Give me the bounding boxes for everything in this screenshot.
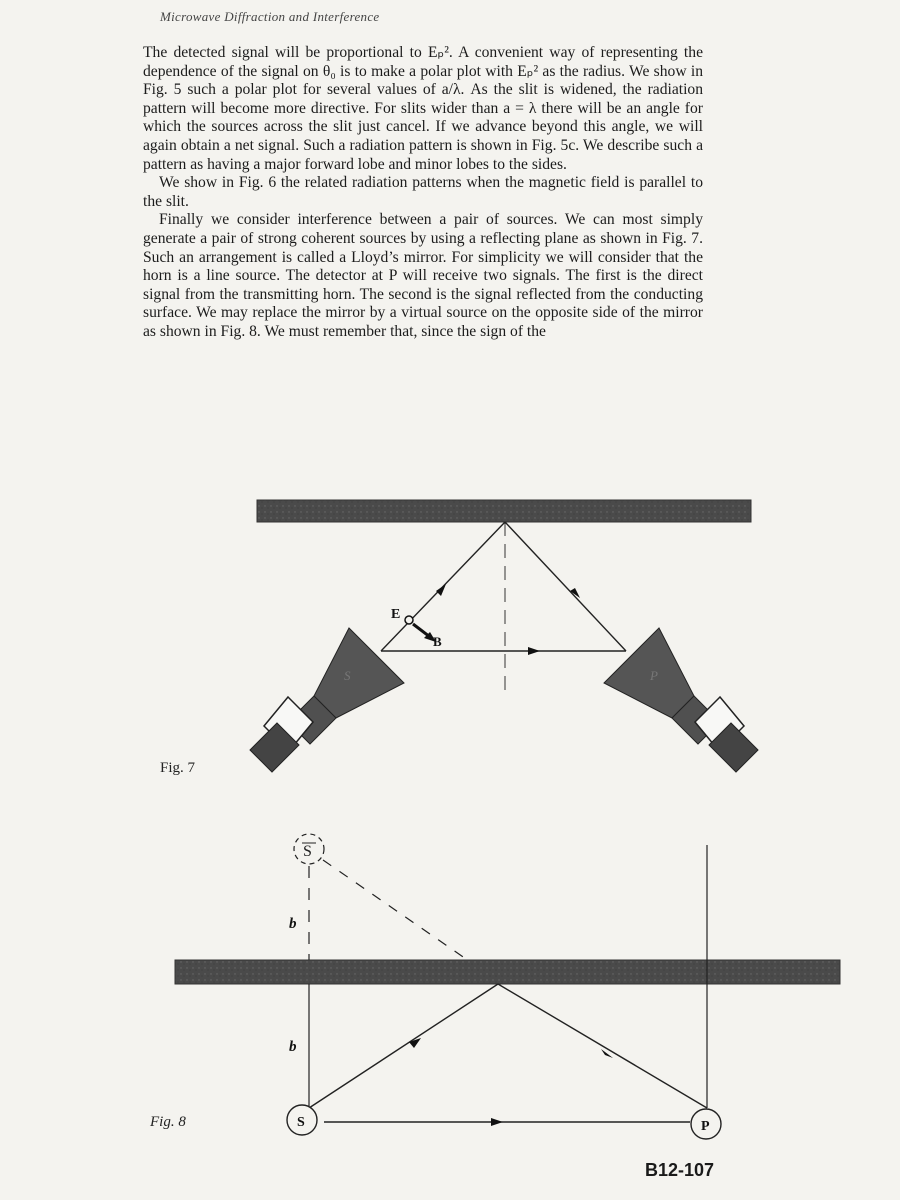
page-number: B12-107 (644, 1160, 714, 1180)
fig8-arrowhead-direct (491, 1118, 503, 1126)
paragraph-2: We show in Fig. 6 the related radiation patterns when the magnetic field is parallel to the slit. (143, 174, 703, 210)
paragraph-1: The detected signal will be proportional to Eₚ². A convenient way of representing the dependence of the signal on θ₀ is to make a polar plot with Eₚ² as the radius. We show in Fig. 5 such a polar plot for several values of a/λ. As the slit is widened, the radiation pattern will become more directive. For slits wider than a = λ there will be an angle for which the sources across the slit just cancel. If we advance beyond this angle, we will again obtain a net signal. Such a radiation pattern is shown in Fig. 5c. We describe such a pattern as having a major forward lobe and minor lobes to the sides. (143, 44, 703, 173)
fig7-arrowhead-incident (436, 584, 446, 596)
fig8-arrowhead-incident (409, 1038, 421, 1048)
fig7-detector-label: P (650, 668, 658, 683)
fig8-b-lower-label: b (289, 1039, 297, 1055)
fig8-mirror (175, 960, 840, 984)
fig8-source-label: S (297, 1115, 305, 1130)
fig7-source-label: S (344, 668, 351, 683)
fig8-b-upper-label: b (289, 916, 297, 932)
fig7-b-label: B (433, 634, 442, 649)
fig8-diagram (175, 834, 840, 1139)
fig8-virtual-source-label: S (303, 843, 312, 860)
fig7-receiver-horn (604, 628, 758, 772)
fig8-detector-label: P (701, 1119, 710, 1134)
fig7-arrowhead-direct (528, 647, 540, 655)
fig8-caption: Fig. 8 (150, 1114, 186, 1130)
fig7-reflected-ray (505, 522, 626, 651)
running-head: Microwave Diffraction and Interference (160, 9, 380, 24)
fig7-mirror (257, 500, 751, 522)
fig8-reflected-ray (498, 984, 707, 1108)
fig7-e-label: E (391, 607, 401, 622)
fig7-caption: Fig. 7 (160, 760, 196, 776)
fig7-diagram (250, 500, 758, 772)
fig7-e-field-marker (405, 616, 413, 624)
fig8-incident-ray (309, 984, 498, 1108)
fig8-virtual-ray (323, 860, 469, 961)
fig7-transmitter-horn (250, 628, 404, 772)
paragraph-3: Finally we consider interference between a pair of sources. We can most simply generate a pair of strong coherent sources by using a reflecting plane as shown in Fig. 7. Such an arrangement is called a Lloyd’s mirror. For simplicity we will consider that the horn is a line source. The detector at P will receive two signals. The first is the direct signal from the transmitting horn. The second is the signal reflected from the conducting surface. We may replace the mirror by a virtual source on the opposite side of the mirror as shown in Fig. 8. We must remember that, since the sign of the (143, 211, 703, 340)
